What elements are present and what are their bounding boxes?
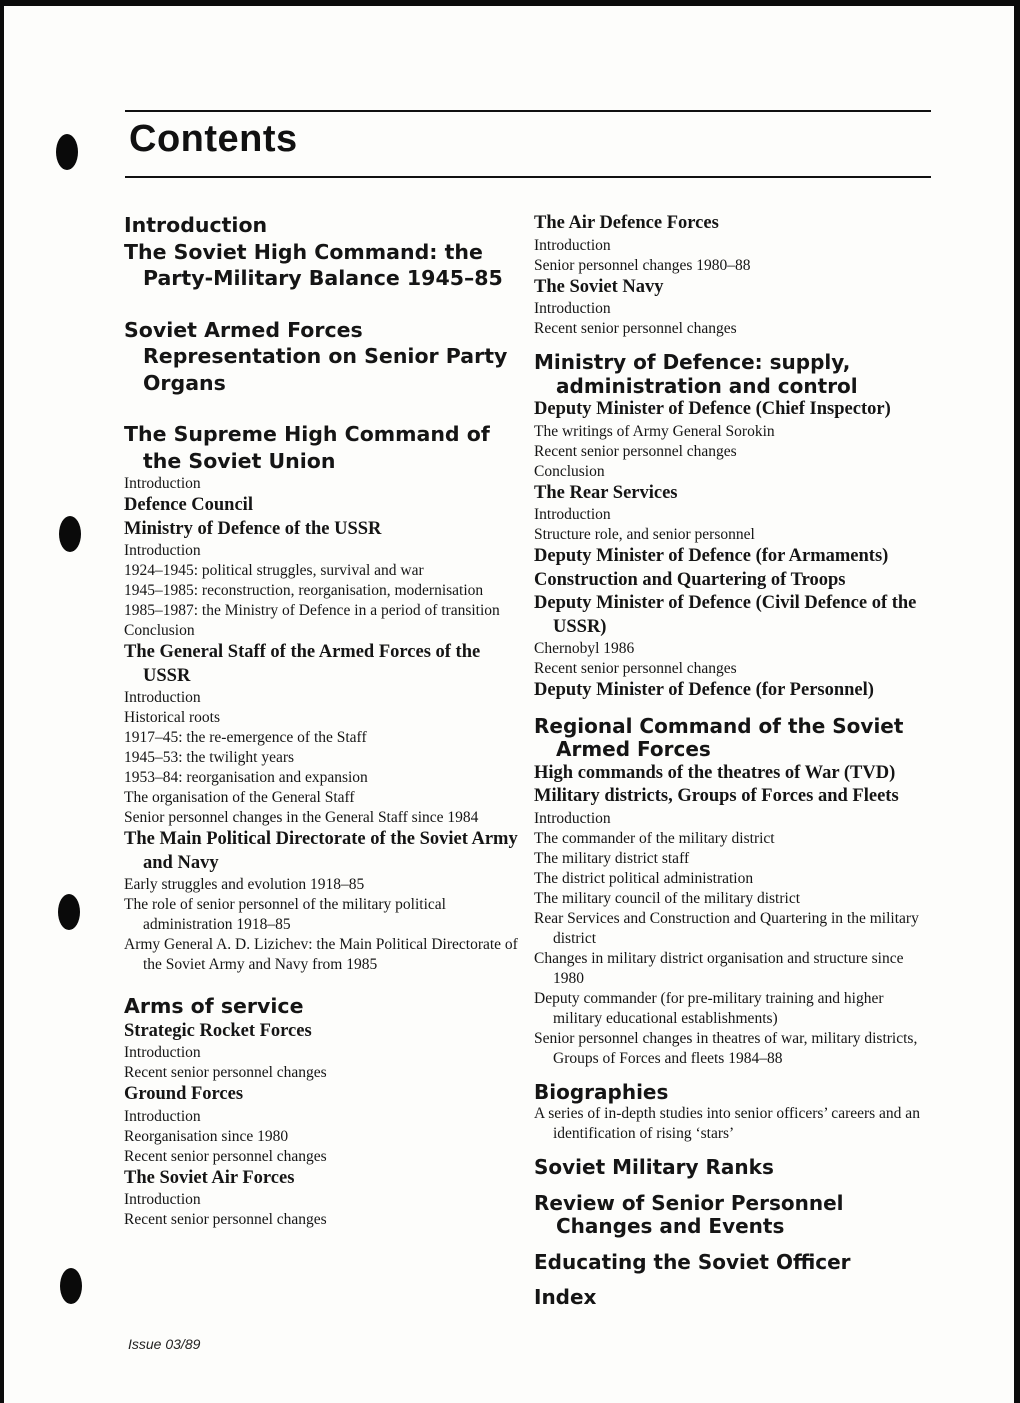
contents-item: Recent senior personnel changes: [534, 442, 737, 460]
contents-item: Conclusion: [124, 622, 195, 639]
contents-item: 1917–45: the re-emergence of the Staff: [124, 729, 367, 746]
contents-subheading: Ministry of Defence of the USSR: [124, 518, 382, 539]
contents-subheading: The Main Political Directorate of the Soviet Army and Navy: [124, 829, 518, 873]
contents-item: Introduction: [124, 1191, 201, 1208]
contents-section-heading: Educating the Soviet Officer: [534, 1249, 851, 1274]
contents-item: Recent senior personnel changes: [534, 660, 737, 677]
contents-item: Senior personnel changes in theatres of war, military districts, Groups of Forces and fleets 1984–88: [534, 1029, 918, 1067]
contents-item: Structure role, and senior personnel: [534, 526, 755, 543]
contents-item: Reorganisation since 1980: [124, 1127, 289, 1145]
contents-section-heading: Arms of service: [124, 994, 304, 1018]
contents-item: Introduction: [124, 542, 201, 559]
page-title: Contents: [129, 118, 298, 160]
right-column: [534, 212, 929, 1310]
contents-item: Recent senior personnel changes: [124, 1211, 327, 1228]
contents-item: Introduction: [124, 689, 201, 706]
contents-section-heading: Introduction: [124, 213, 268, 237]
contents-item: 1924–1945: political struggles, survival and war: [124, 562, 424, 579]
contents-subheading: The Soviet Navy: [534, 276, 664, 297]
issue-footer: Issue 03/89: [128, 1336, 201, 1352]
contents-subheading: Deputy Minister of Defence (Chief Inspector): [534, 399, 891, 419]
contents-subheading: High commands of the theatres of War (TVD): [534, 762, 896, 783]
contents-section-heading: Review of Senior Personnel Changes and Events: [534, 1190, 844, 1238]
contents-item: The military district staff: [534, 849, 690, 867]
contents-item: The role of senior personnel of the military political administration 1918–85: [124, 896, 446, 933]
contents-item: 1985–1987: the Ministry of Defence in a period of transition: [124, 602, 500, 619]
contents-item: Army General A. D. Lizichev: the Main Political Directorate of the Soviet Army and Navy from 1985: [124, 936, 518, 973]
contents-subheading: Military districts, Groups of Forces and Fleets: [534, 786, 899, 806]
contents-item: Senior personnel changes in the General Staff since 1984: [124, 809, 479, 826]
contents-page: [4, 6, 1014, 1403]
contents-section-heading: Regional Command of the Soviet Armed Forces: [534, 713, 904, 761]
contents-item: Deputy commander (for pre-military training and higher military educational establishments): [534, 989, 884, 1027]
contents-item: Introduction: [534, 236, 611, 254]
contents-subheading: The Rear Services: [534, 482, 678, 503]
contents-item: 1945–53: the twilight years: [124, 749, 295, 766]
contents-item: Early struggles and evolution 1918–85: [124, 876, 365, 893]
contents-subheading: Strategic Rocket Forces: [124, 1020, 312, 1041]
contents-item: Introduction: [124, 1044, 201, 1061]
punch-hole: [58, 894, 80, 930]
contents-section-heading: Ministry of Defence: supply, administration and control: [534, 350, 858, 398]
contents-item: Introduction: [534, 506, 611, 523]
contents-section-heading: Soviet Military Ranks: [534, 1155, 774, 1179]
contents-item: 1945–1985: reconstruction, reorganisation, modernisation: [124, 582, 484, 599]
contents-subheading: The Soviet Air Forces: [124, 1167, 295, 1188]
contents-item: Recent senior personnel changes: [124, 1147, 327, 1165]
contents-subheading: Construction and Quartering of Troops: [534, 569, 846, 590]
contents-item: Senior personnel changes 1980–88: [534, 256, 751, 274]
top-rule: [125, 110, 931, 112]
punch-hole: [60, 1268, 82, 1304]
contents-section-heading: Biographies: [534, 1079, 669, 1104]
contents-item: A series of in-depth studies into senior officers’ careers and an identification of rising ‘stars’: [534, 1105, 920, 1142]
contents-item: The military council of the military district: [534, 889, 801, 907]
contents-subheading: The General Staff of the Armed Forces of the USSR: [124, 642, 481, 686]
contents-item: The writings of Army General Sorokin: [534, 422, 775, 440]
contents-item: Introduction: [534, 809, 611, 827]
contents-item: 1953–84: reorganisation and expansion: [124, 769, 368, 786]
contents-item: Recent senior personnel changes: [124, 1064, 327, 1081]
contents-item: The organisation of the General Staff: [124, 789, 355, 806]
contents-subheading: Deputy Minister of Defence (for Personnel): [534, 680, 874, 700]
contents-section-heading: Index: [534, 1285, 597, 1309]
left-column: [124, 212, 524, 1230]
contents-subheading: Deputy Minister of Defence (Civil Defence of the USSR): [534, 593, 917, 637]
contents-item: The commander of the military district: [534, 829, 775, 847]
contents-item: Chernobyl 1986: [534, 640, 635, 657]
contents-subheading: The Air Defence Forces: [534, 213, 719, 233]
title-underline: [125, 176, 931, 178]
contents-subheading: Deputy Minister of Defence (for Armaments): [534, 546, 889, 566]
contents-item: Introduction: [124, 1107, 201, 1125]
contents-item: Rear Services and Construction and Quartering in the military district: [534, 909, 919, 947]
contents-item: Historical roots: [124, 709, 220, 726]
contents-item: The district political administration: [534, 869, 754, 887]
punch-hole: [56, 134, 78, 170]
contents-item: Introduction: [124, 475, 201, 492]
punch-hole: [59, 516, 81, 552]
contents-item: Changes in military district organisation and structure since 1980: [534, 949, 904, 987]
contents-section-heading: Soviet Armed Forces Representation on Senior Party Organs: [124, 317, 508, 395]
contents-item: Recent senior personnel changes: [534, 320, 737, 337]
contents-item: Introduction: [534, 300, 611, 317]
contents-subheading: Defence Council: [124, 495, 253, 515]
contents-section-heading: The Supreme High Command of the Soviet Union: [124, 422, 490, 473]
contents-item: Conclusion: [534, 462, 605, 480]
contents-section-heading: The Soviet High Command: the Party-Military Balance 1945–85: [124, 239, 503, 290]
contents-subheading: Ground Forces: [124, 1084, 244, 1104]
